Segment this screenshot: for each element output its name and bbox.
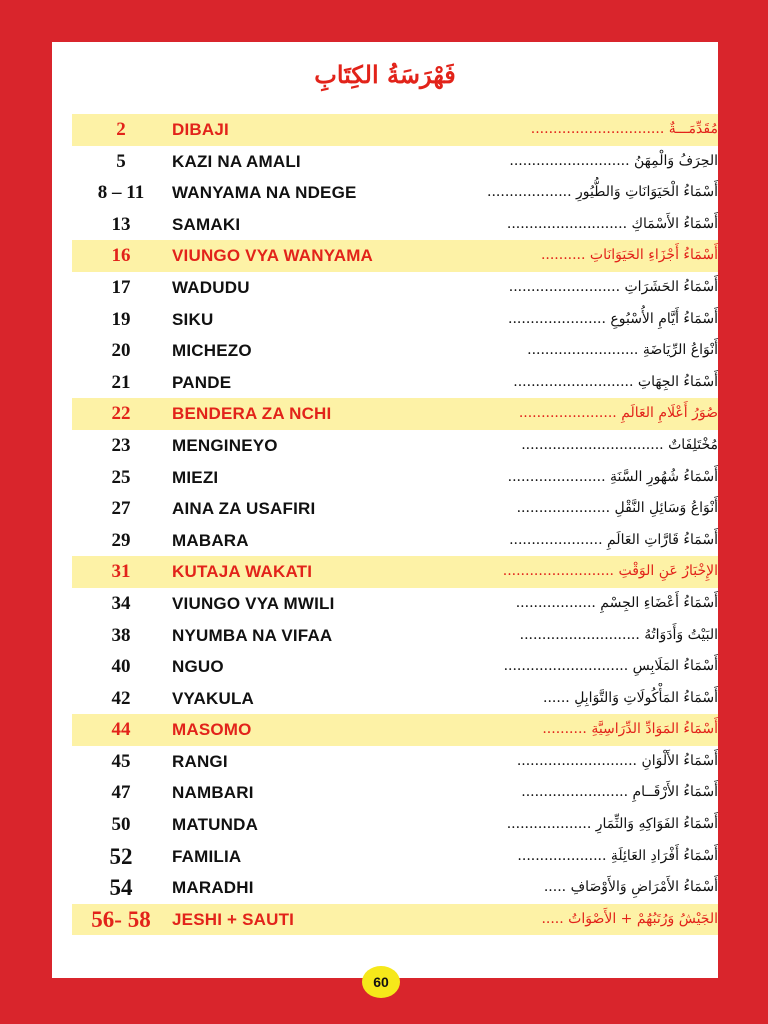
index-row <box>72 746 718 778</box>
dot-leader: .................. <box>515 594 596 611</box>
dot-leader: ......................... <box>502 563 615 580</box>
arabic-title-text: أَسْمَاءُ الجِهَاتِ <box>637 373 718 390</box>
arabic-title <box>487 177 718 209</box>
arabic-title <box>508 462 718 494</box>
index-row <box>72 556 718 588</box>
swahili-title: WADUDU <box>172 277 250 297</box>
dot-leader: ........................... <box>516 752 637 769</box>
dot-leader: ...... <box>543 689 570 706</box>
swahili-title: NYUMBA NA VIFAA <box>172 625 333 645</box>
dot-leader: ..... <box>541 910 564 927</box>
index-row <box>72 651 718 683</box>
index-row <box>72 462 718 494</box>
arabic-title <box>521 430 718 462</box>
index-row <box>72 525 718 557</box>
swahili-title: NAMBARI <box>172 783 254 803</box>
page-ref: 2 <box>116 119 126 140</box>
arabic-title-text: أَنْوَاعُ وَسَائِلِ النَّقْلِ <box>614 500 718 517</box>
arabic-title-text: أَسْمَاءُ شُهُورِ السَّنَةِ <box>609 468 718 485</box>
page-ref: 17 <box>111 276 131 298</box>
index-row <box>72 588 718 620</box>
dot-leader: .................... <box>517 847 607 864</box>
arabic-title <box>513 367 718 399</box>
swahili-title: DIBAJI <box>172 120 229 139</box>
arabic-title-text: أَسْمَاءُ الأَلْوَانِ <box>641 752 718 769</box>
page-ref: 29 <box>111 529 131 551</box>
index-row <box>72 398 718 430</box>
arabic-title <box>504 651 718 683</box>
dot-leader: ........................... <box>506 215 628 232</box>
swahili-title: MASOMO <box>172 720 252 740</box>
page-ref: 21 <box>111 371 131 393</box>
arabic-title-text: البَيْتُ وَأَدَوَاتُهُ <box>644 626 718 643</box>
page-ref: 25 <box>111 466 131 488</box>
arabic-title <box>508 304 718 336</box>
swahili-title: MARADHI <box>172 878 254 898</box>
index-row <box>72 620 718 652</box>
dot-leader: ......................... <box>508 278 621 295</box>
page-ref: 31 <box>111 561 131 583</box>
swahili-title: RANGI <box>172 751 228 771</box>
index-row <box>72 714 718 746</box>
dot-leader: ...................... <box>518 405 617 422</box>
dot-leader: ...................... <box>508 310 606 327</box>
page-ref: 54 <box>109 875 133 901</box>
swahili-title: SIKU <box>172 309 214 329</box>
arabic-title <box>507 209 718 241</box>
index-row <box>72 240 718 272</box>
arabic-title <box>520 620 718 652</box>
arabic-title-text: أَنْوَاعُ الرِّيَاضَةِ <box>642 342 718 359</box>
dot-leader: ................................ <box>521 436 664 453</box>
swahili-title: BENDERA ZA NCHI <box>172 404 332 424</box>
index-row <box>72 493 718 525</box>
swahili-title: KAZI NA AMALI <box>172 151 301 171</box>
arabic-title-text: أَسْمَاءُ الفَوَاكِهِ وَالثِّمَارِ <box>595 816 718 833</box>
arabic-title <box>541 904 718 936</box>
dot-leader: ........................... <box>509 152 630 169</box>
swahili-title: MABARA <box>172 530 249 550</box>
arabic-title <box>517 493 718 525</box>
arabic-title-text: الإِخْبَارُ عَنِ الوَقْتِ <box>618 563 718 580</box>
index-row <box>72 146 718 178</box>
arabic-title <box>544 872 718 904</box>
swahili-title: VIUNGO VYA MWILI <box>172 593 335 613</box>
page <box>52 42 718 978</box>
arabic-title-text: مُقَدِّمَـــةٌ <box>668 121 718 137</box>
page-ref: 52 <box>109 843 133 869</box>
index-row <box>72 272 718 304</box>
arabic-title-text: أَسْمَاءُ المَأْكُولَاتِ وَالتَّوَابِلِ <box>574 689 718 706</box>
arabic-title <box>509 525 718 557</box>
arabic-title <box>516 588 718 620</box>
dot-leader: .......... <box>542 721 587 738</box>
swahili-title: MENGINEYO <box>172 435 278 455</box>
arabic-title <box>521 777 718 809</box>
page-ref: 40 <box>111 656 131 678</box>
arabic-title <box>509 146 718 178</box>
dot-leader: ............................ <box>503 658 629 675</box>
swahili-title: MATUNDA <box>172 815 259 835</box>
page-ref: 19 <box>111 308 131 330</box>
arabic-title <box>509 272 718 304</box>
page-ref: 50 <box>111 814 131 836</box>
dot-leader: ........................ <box>521 784 629 801</box>
arabic-title-text: أَسْمَاءُ الأَمْرَاضِ وَالأَوْصَافِ <box>570 879 718 896</box>
arabic-title <box>503 556 718 588</box>
arabic-title-text: أَسْمَاءُ أَجْزَاءِ الحَيَوَانَاتِ <box>589 247 718 264</box>
page-ref: 34 <box>111 592 131 614</box>
swahili-title: VYAKULA <box>172 688 255 708</box>
dot-leader: .......... <box>540 247 586 264</box>
arabic-title-text: أَسْمَاءُ أَيَّامِ الأُسْبُوعِ <box>610 310 718 327</box>
swahili-title: VIUNGO VYA WANYAMA <box>172 246 374 266</box>
arabic-title <box>517 746 718 778</box>
index-row <box>72 809 718 841</box>
dot-leader: ........................... <box>519 626 640 643</box>
page-ref: 47 <box>111 782 131 804</box>
index-row <box>72 872 718 904</box>
arabic-title <box>543 683 718 715</box>
index-row <box>72 777 718 809</box>
index-row <box>72 367 718 399</box>
dot-leader: ..................... <box>509 531 603 548</box>
index-row <box>72 904 718 936</box>
arabic-title <box>519 398 718 430</box>
index-row <box>72 841 718 873</box>
dot-leader: .............................. <box>530 121 665 137</box>
page-ref: 23 <box>111 434 131 456</box>
arabic-title <box>527 335 718 367</box>
index-row <box>72 335 718 367</box>
page-ref: 20 <box>111 340 131 362</box>
page-ref: 38 <box>111 624 131 646</box>
swahili-title: FAMILIA <box>172 846 242 866</box>
arabic-title-text: أَسْمَاءُ قَارَّاتِ العَالَمِ <box>606 531 718 548</box>
swahili-title: PANDE <box>172 372 232 392</box>
dot-leader: ......................... <box>527 342 639 359</box>
dot-leader: ................... <box>487 184 572 201</box>
arabic-title-text: أَسْمَاءُ المَوَادِّ الدِّرَاسِيَّةِ <box>591 721 718 738</box>
page-ref: 27 <box>111 498 131 520</box>
swahili-title: NGUO <box>172 657 224 677</box>
page-ref: 13 <box>111 213 131 235</box>
arabic-title-text: أَسْمَاءُ المَلَابِسِ <box>632 658 718 675</box>
swahili-title: KUTAJA WAKATI <box>172 562 313 582</box>
dot-leader: ..................... <box>516 500 611 517</box>
arabic-title <box>517 841 718 873</box>
page-ref: 5 <box>116 150 126 172</box>
page-ref: 22 <box>111 403 131 425</box>
dot-leader: ................... <box>506 816 592 833</box>
page-ref: 16 <box>111 245 131 267</box>
swahili-title: MIEZI <box>172 467 219 487</box>
page-ref: 45 <box>111 750 131 772</box>
page-ref: 44 <box>111 719 131 741</box>
index-row <box>72 114 718 146</box>
index-row <box>72 304 718 336</box>
index-row <box>72 430 718 462</box>
page-number-badge: 60 <box>362 966 400 998</box>
swahili-title: JESHI + SAUTI <box>172 909 295 929</box>
arabic-title-text: أَسْمَاءُ الحَشَرَاتِ <box>624 278 718 295</box>
arabic-title <box>507 809 718 841</box>
swahili-title: AINA ZA USAFIRI <box>172 499 316 519</box>
page-ref: 42 <box>111 687 131 709</box>
arabic-title-text: أَسْمَاءُ الأَرْقَــامِ <box>632 784 718 801</box>
arabic-title-text: صُوَرُ أَعْلَامِ العَالَمِ <box>621 405 718 422</box>
page-ref: 56- 58 <box>91 906 151 932</box>
index-table <box>72 114 718 935</box>
index-row <box>72 683 718 715</box>
dot-leader: ..... <box>543 879 567 896</box>
index-row <box>72 177 718 209</box>
dot-leader: ...................... <box>507 468 606 485</box>
arabic-title-text: الحِرَفُ وَالْمِهَنُ <box>634 152 718 169</box>
arabic-title-text: مُخْتَلِفَاتٌ <box>668 436 718 453</box>
arabic-title <box>531 114 718 146</box>
dot-leader: ........................... <box>513 373 634 390</box>
arabic-title-text: أَسْمَاءُ الأَسْمَاكِ <box>631 215 718 232</box>
arabic-title-text: أَسْمَاءُ أَفْرَادِ العَائِلَةِ <box>610 847 718 864</box>
page-title: فَهْرَسَةُ الكِتَابِ <box>314 60 456 89</box>
arabic-title-text: أَسْمَاءُ الْحَيَوَانَاتِ وَالطُّيُورِ <box>576 184 718 201</box>
arabic-title-text: الجَيْشُ وَرُتَبُهُمْ + الأَصْوَاتُ <box>568 910 718 927</box>
arabic-title-text: أَسْمَاءُ أَعْضَاءِ الجِسْمِ <box>600 594 718 611</box>
index-row <box>72 209 718 241</box>
swahili-title: WANYAMA NA NDEGE <box>172 183 357 203</box>
arabic-title <box>542 714 718 746</box>
swahili-title: SAMAKI <box>172 214 241 234</box>
arabic-title <box>541 240 718 272</box>
page-ref: 8 – 11 <box>97 182 145 204</box>
swahili-title: MICHEZO <box>172 341 252 361</box>
